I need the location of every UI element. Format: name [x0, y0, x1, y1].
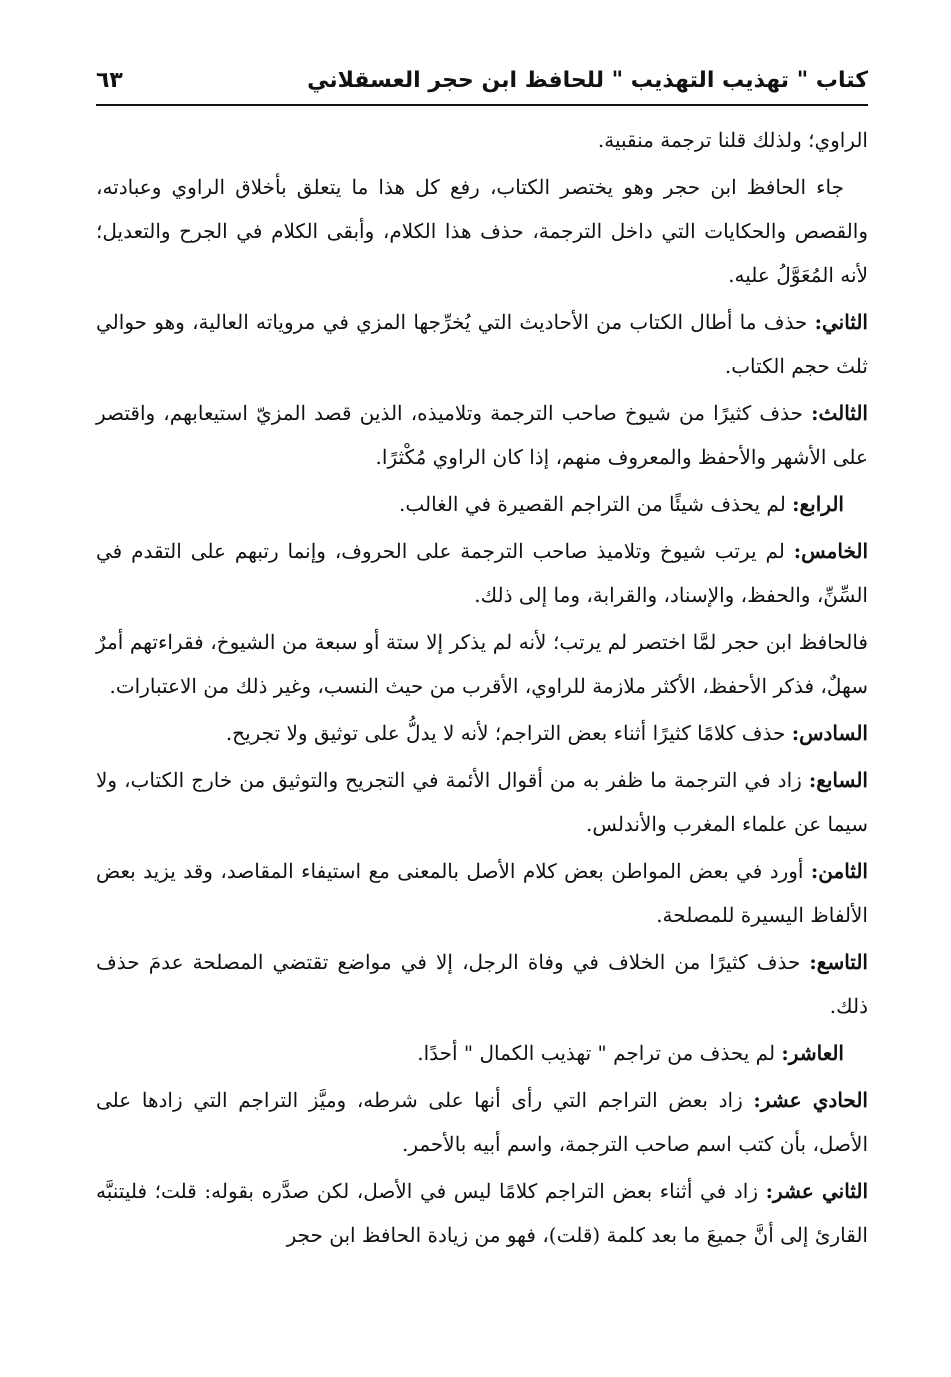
point-text: لم يرتب شيوخ وتلاميذ صاحب الترجمة على الحروف، وإنما رتبهم على التقدم في السِّنِّ، والحفظ، والإسناد، والقرابة، وما إلى ذلك.: [96, 539, 868, 607]
point-twelfth: [96, 1169, 868, 1257]
point-label: الثاني:: [814, 310, 868, 334]
header-divider: [96, 104, 868, 106]
paragraph-text: فالحافظ ابن حجر لمَّا اختصر لم يرتب؛ لأنه لم يذكر إلا ستة أو سبعة من الشيوخ، فقراءتهم أمرٌ سهلٌ، فذكر الأحفظ، الأكثر ملازمة للراوي، الأقرب من حيث النسب، وغير ذلك من الاعتبارات.: [96, 630, 868, 698]
point-text: حذف ما أطال الكتاب من الأحاديث التي يُخرِّجها المزي في مروياته العالية، وهو حوالي ثلث حجم الكتاب.: [96, 310, 868, 378]
point-label: العاشر:: [781, 1041, 844, 1065]
point-label: الثاني عشر:: [765, 1179, 868, 1203]
point-label: التاسع:: [809, 950, 868, 974]
point-label: الخامس:: [793, 539, 868, 563]
point-label: الحادي عشر:: [753, 1088, 868, 1112]
point-text: زاد في أثناء بعض التراجم كلامًا ليس في الأصل، لكن صدَّره بقوله: قلت؛ فليتنبَّه القارئ إلى أنَّ جميعَ ما بعد كلمة (قلت)، فهو من زيادة الحافظ ابن حجر: [96, 1179, 868, 1247]
point-label: الثالث:: [811, 401, 868, 425]
point-tenth: [96, 1031, 868, 1075]
point-eighth: [96, 849, 868, 937]
running-title: كتاب " تهذيب التهذيب " للحافظ ابن حجر العسقلاني: [307, 67, 868, 93]
paragraph-text: جاء الحافظ ابن حجر وهو يختصر الكتاب، رفع كل هذا ما يتعلق بأخلاق الراوي وعبادته، والقصص والحكايات التي داخل الترجمة، حذف هذا الكلام، وأبقى الكلام في الجرح والتعديل؛ لأنه المُعَوَّلُ عليه.: [96, 175, 868, 287]
point-eleventh: [96, 1078, 868, 1166]
point-sixth: [96, 711, 868, 755]
point-label: الرابع:: [792, 492, 844, 516]
point-text: حذف كثيرًا من شيوخ صاحب الترجمة وتلاميذه، الذين قصد المزيّ استيعابهم، واقتصر على الأشهر والأحفظ والمعروف منهم، إذا كان الراوي مُكْثرًا.: [96, 401, 868, 469]
point-third: [96, 391, 868, 479]
point-text: أورد في بعض المواطن بعض كلام الأصل بالمعنى مع استيفاء المقاصد، وقد يزيد بعض الألفاظ اليسيرة للمصلحة.: [96, 859, 868, 927]
point-text: لم يحذف من تراجم " تهذيب الكمال " أحدًا.: [417, 1041, 782, 1065]
page-number: ٦٣: [96, 67, 123, 93]
point-text: حذف كلامًا كثيرًا أثناء بعض التراجم؛ لأنه لا يدلُّ على توثيق ولا تجريح.: [225, 721, 792, 745]
body-text: [96, 118, 868, 1260]
paragraph-continuation: [96, 118, 868, 162]
point-fifth: [96, 529, 868, 617]
paragraph-explanation: [96, 620, 868, 708]
point-text: زاد بعض التراجم التي رأى أنها على شرطه، وميَّز التراجم التي زادها على الأصل، بأن كتب اسم صاحب الترجمة، واسم أبيه بالأحمر.: [96, 1088, 868, 1156]
point-text: زاد في الترجمة ما ظفر به من أقوال الأئمة في التجريح والتوثيق من خارج الكتاب، ولا سيما عن علماء المغرب والأندلس.: [96, 768, 868, 836]
paragraph-text: الراوي؛ ولذلك قلنا ترجمة منقبية.: [597, 128, 868, 152]
point-ninth: [96, 940, 868, 1028]
point-text: حذف كثيرًا من الخلاف في وفاة الرجل، إلا في مواضع تقتضي المصلحة عدمَ حذف ذلك.: [96, 950, 868, 1018]
point-seventh: [96, 758, 868, 846]
point-second: [96, 300, 868, 388]
point-label: السابع:: [808, 768, 868, 792]
point-text: لم يحذف شيئًا من التراجم القصيرة في الغالب.: [399, 492, 793, 516]
point-label: الثامن:: [810, 859, 868, 883]
paragraph-intro: [96, 165, 868, 297]
page-header: [96, 58, 868, 102]
point-fourth: [96, 482, 868, 526]
point-label: السادس:: [791, 721, 868, 745]
